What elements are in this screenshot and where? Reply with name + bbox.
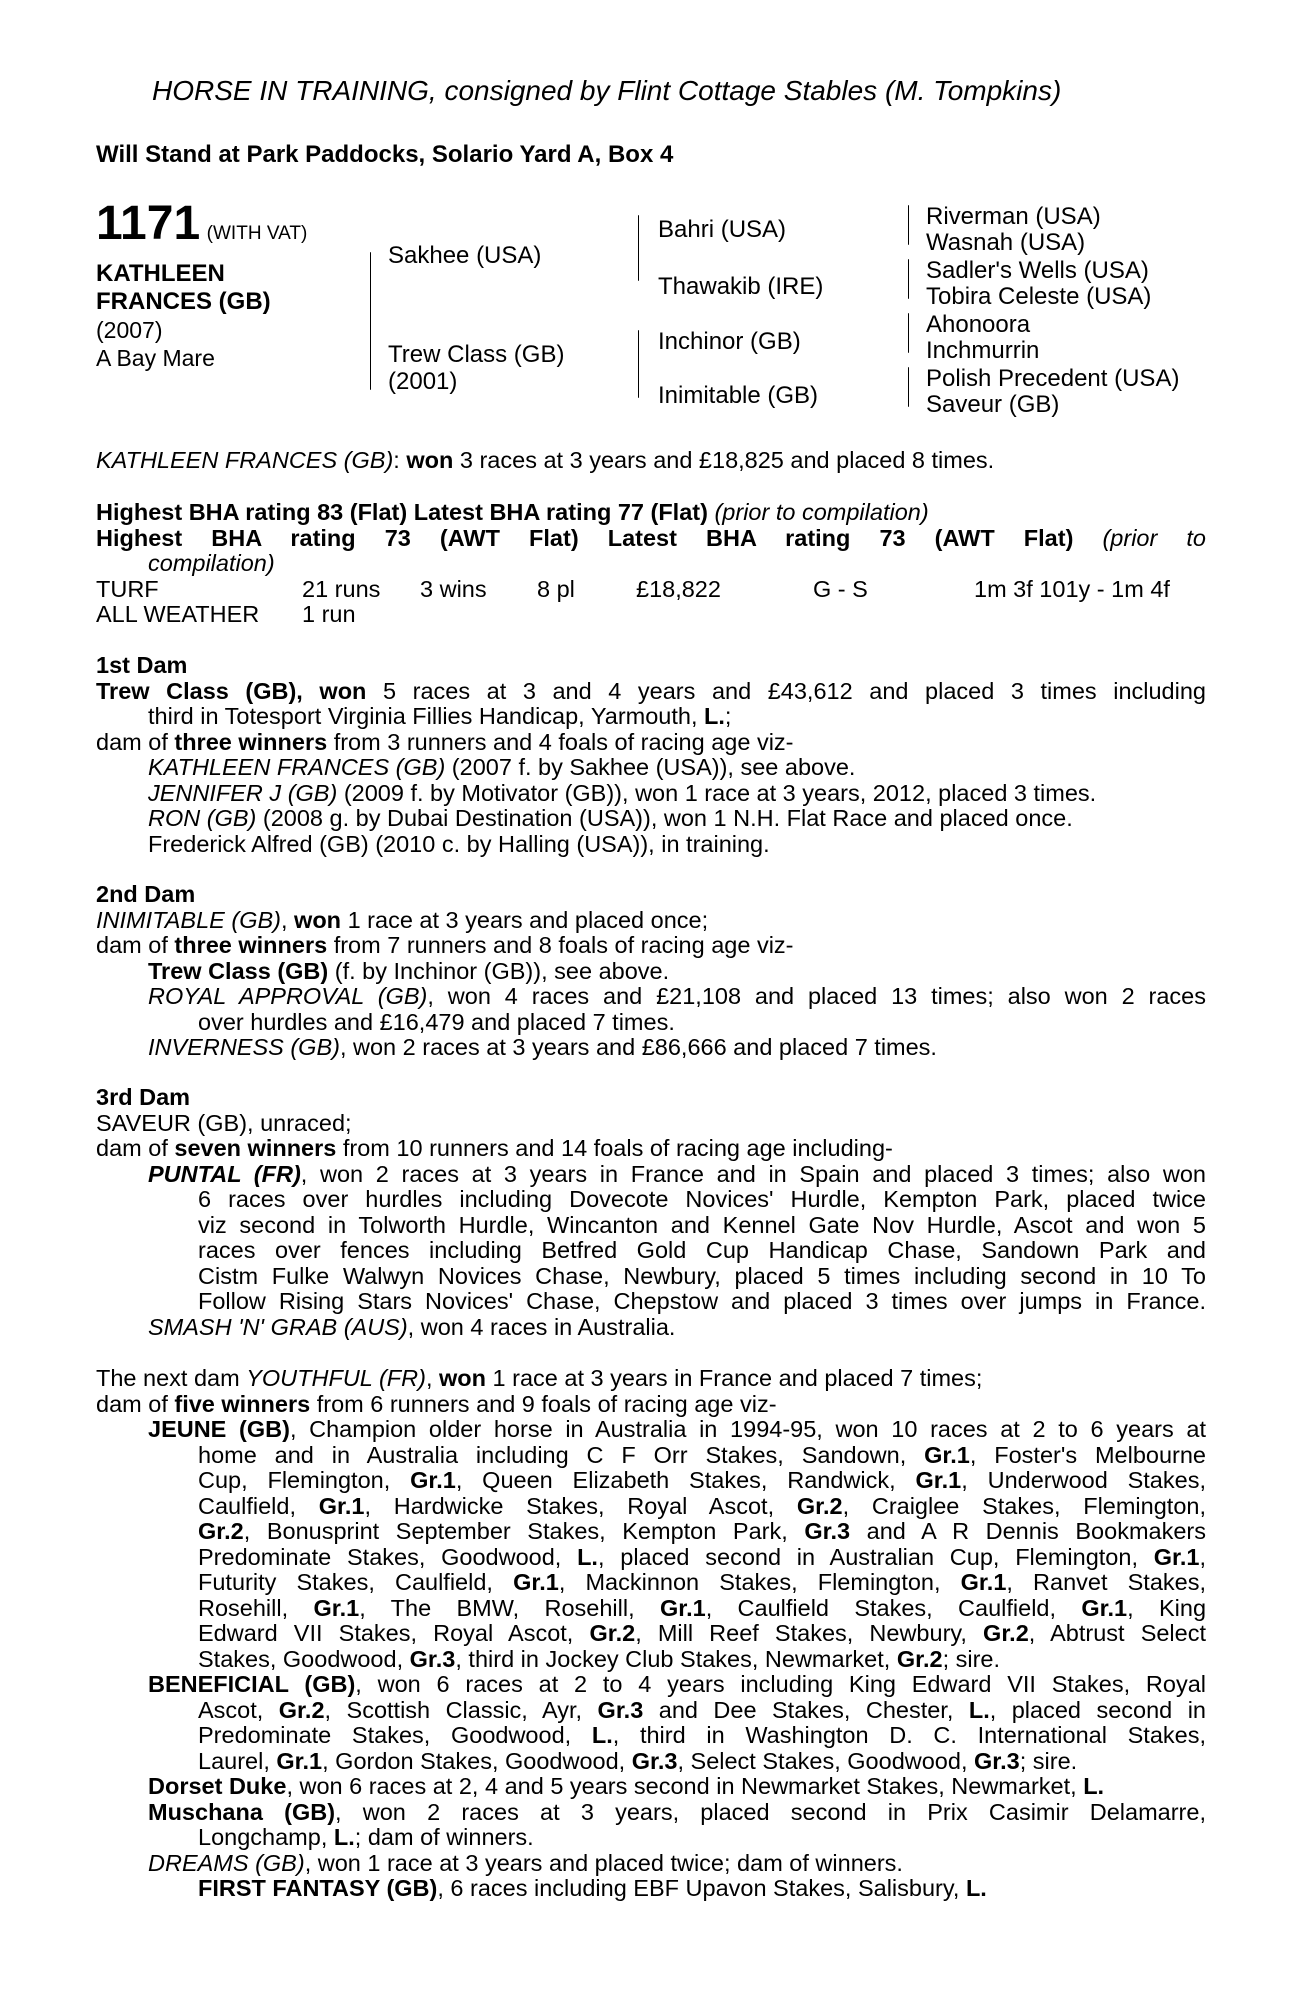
turf-earnings: £18,822 [636,575,721,602]
rating-awt-line [96,526,1206,552]
progeny-continuation [96,1494,1206,1520]
grade: Gr.1 [924,1441,970,1468]
won: won [294,906,342,933]
grade: L. [333,1824,355,1850]
progeny-continuation: 6 races over hurdles including Dovecote Novices' Hurdle, Kempton Park, placed twice [198,1186,1206,1212]
next-dam-line2 [96,1392,1206,1418]
summary-horse-name: KATHLEEN FRANCES (GB) [96,447,394,473]
grade: Gr.2 [278,1696,325,1723]
progeny-name: BENEFICIAL (GB) [148,1671,356,1697]
text: 1 race at 3 years in France and placed 7 times; [486,1365,983,1391]
turf-label: TURF [96,575,159,602]
first-dam-heading: 1st Dam [96,652,188,678]
pedigree-brace [908,205,909,245]
grand-progeny-entry [96,1876,1206,1902]
won: won [439,1365,487,1391]
grade: Gr.3 [804,1518,851,1544]
grade: Gr.1 [313,1594,360,1621]
text: , Bonusprint September Stakes, Kempton Park, [243,1518,805,1544]
winners-count: three winners [174,932,328,958]
progeny-entry [96,959,1206,985]
pedigree-brace [638,330,639,398]
progeny-text: (2008 g. by Dubai Destination (USA)), won 1 N.H. Flat Race and placed once. [256,805,1073,831]
aw-runs: 1 run [302,601,356,627]
progeny-entry [96,1035,1206,1061]
pedigree-g7: Polish Precedent (USA) [926,365,1180,392]
grade: Gr.1 [318,1492,365,1519]
text: , placed second in Australian Cup, Flemington, [597,1543,1154,1570]
pedigree-dam-dam: Inimitable (GB) [658,382,819,409]
progeny-text: , won 4 races and £21,108 and placed 13 times; also won 2 races [427,983,1206,1009]
third-dam-section [96,1085,1206,1340]
grade: L. [577,1543,598,1570]
pedigree-g8: Saveur (GB) [926,391,1060,418]
text: , Abtrust Select [1028,1620,1207,1646]
text: ; sire. [1019,1747,1078,1774]
pedigree-brace [908,367,909,407]
rating-awt-note: (prior to [1102,524,1206,551]
third-dam-heading: 3rd Dam [96,1084,191,1110]
pedigree-brace [638,215,639,281]
text: Caulfield, [198,1492,319,1519]
pedigree-g4: Tobira Celeste (USA) [926,283,1152,310]
summary-text: 3 races at 3 years and £18,825 and placed 8 times. [459,447,995,473]
grade: Gr.1 [960,1569,1007,1595]
grade: Gr.3 [974,1747,1020,1774]
text: , Scottish Classic, Ayr, [324,1696,598,1723]
text: , Select Stakes, Goodwood, [677,1747,974,1774]
progeny-name: Muschana (GB) [148,1798,336,1825]
grade: L. [591,1722,613,1748]
text: Rosehill, [198,1594,314,1621]
pedigree-brace [908,313,909,353]
grade: L. [704,703,725,729]
progeny-continuation [96,1698,1206,1724]
text: dam of [96,1390,175,1417]
race-summary: KATHLEEN FRANCES (GB): won 3 races at 3 years and £18,825 and placed 8 times. [96,447,995,473]
progeny-entry [96,1162,1206,1188]
text: , Queen Elizabeth Stakes, Randwick, [455,1467,916,1493]
rating-awt-note-cont: compilation) [148,550,275,576]
turf-record [96,577,1206,603]
first-dam-name: Trew Class (GB), won [96,677,367,704]
progeny-continuation: races over fences including Betfred Gold Cup Handicap Chase, Sandown Park and [198,1237,1206,1263]
horse-year: (2007) [96,317,163,343]
grade: Gr.3 [631,1747,678,1774]
text: 1 race at 3 years and placed once; [341,906,709,933]
text: Predominate Stakes, Goodwood, [198,1543,578,1570]
pedigree-block [96,197,1206,430]
grade: Gr.1 [915,1467,962,1493]
progeny-entry [96,1800,1206,1826]
text: , [425,1365,440,1391]
text: , third in Washington D. C. International Stakes, [612,1722,1206,1748]
text: , won 2 races at 3 years, placed second in Prix Casimir Delamarre, [335,1798,1206,1825]
turf-placed: 8 pl [537,575,575,602]
text: , placed second in [989,1696,1206,1723]
grade: Gr.1 [659,1594,706,1621]
text: , [280,906,295,933]
vat-note: (WITH VAT) [206,223,308,244]
progeny-name: SMASH 'N' GRAB (AUS) [148,1313,408,1340]
text: home and in Australia including C F Orr Stakes, Sandown, [198,1441,925,1468]
horse-name-line1: KATHLEEN [96,260,225,287]
pedigree-brace [370,252,371,390]
turf-distance: 1m 3f 101y - 1m 4f [974,575,1170,602]
next-dam-section [96,1366,1206,1902]
all-weather-record [96,602,1206,628]
text: ; [724,703,732,729]
horse-description: A Bay Mare [96,345,215,371]
progeny-continuation [96,1468,1206,1494]
progeny-continuation [96,1596,1206,1622]
progeny-entry [96,984,1206,1010]
pedigree-sire: Sakhee (USA) [388,242,542,269]
progeny-continuation [96,1443,1206,1469]
third-dam-line1: SAVEUR (GB), unraced; [96,1109,352,1136]
pedigree-g1: Riverman (USA) [926,203,1101,230]
text: from 10 runners and 14 foals of racing age including- [336,1135,893,1161]
progeny-continuation [96,1570,1206,1596]
text: , Caulfield Stakes, Caulfield, [705,1594,1082,1621]
pedigree-g2: Wasnah (USA) [926,229,1086,256]
text: from 3 runners and 4 foals of racing age viz- [327,728,794,755]
pedigree-g6: Inchmurrin [926,337,1040,364]
progeny-entry [96,1672,1206,1698]
winners-count: three winners [174,728,328,755]
progeny-entry [96,781,1206,807]
grade: Gr.2 [589,1620,636,1646]
turf-wins: 3 wins [420,575,487,602]
progeny-name: DREAMS (GB) [148,1849,305,1876]
rating-flat: Highest BHA rating 83 (Flat) Latest BHA rating 77 (Flat) [96,499,708,525]
dam-name: INIMITABLE (GB) [96,906,281,933]
progeny-name: INVERNESS (GB) [148,1034,340,1060]
progeny-entry [96,806,1206,832]
grade: L. [968,1696,990,1723]
text: Longchamp, [198,1824,334,1850]
stand-location: Will Stand at Park Paddocks, Solario Yard A, Box 4 [96,141,674,168]
turf-runs: 21 runs [302,575,381,602]
text: from 7 runners and 8 foals of racing age viz- [327,932,794,958]
progeny-name: Trew Class (GB) [148,957,329,984]
text: Laurel, [198,1747,277,1774]
progeny-text: , won 2 races at 3 years and £86,666 and placed 7 times. [339,1034,937,1060]
progeny-continuation: Follow Rising Stars Novices' Chase, Chepstow and placed 3 times over jumps in France. [198,1288,1206,1314]
pedigree-g5: Ahonoora [926,311,1031,338]
progeny-entry [96,1774,1206,1800]
second-dam-section [96,882,1206,1061]
text: , 6 races including EBF Upavon Stakes, Salisbury, [437,1875,966,1901]
text: , Foster's Melbourne [969,1441,1207,1468]
text: , Hardwicke Stakes, Royal Ascot, [364,1492,797,1519]
text: , won 6 races at 2, 4 and 5 years second in Newmarket Stakes, Newmarket, [286,1773,1084,1799]
text: , Mill Reef Stakes, Newbury, [635,1620,984,1646]
grade: L. [965,1875,987,1901]
progeny-text: (2009 f. by Motivator (GB)), won 1 race at 3 years, 2012, placed 3 times. [337,779,1097,806]
text: and A R Dennis Bookmakers [850,1518,1206,1544]
text: Predominate Stakes, Goodwood, [198,1722,592,1748]
pedigree-sire-sire: Bahri (USA) [658,216,787,243]
text: , won 1 race at 3 years and placed twice; dam of winners. [304,1849,903,1876]
progeny-continuation: over hurdles and £16,479 and placed 7 times. [198,1008,675,1035]
page-title: HORSE IN TRAINING, consigned by Flint Cottage Stables (M. Tompkins) [152,75,1062,106]
lot-heading [96,197,308,250]
horse-name [96,260,271,372]
text: , The BMW, Rosehill, [359,1594,660,1621]
grade: Gr.2 [983,1620,1029,1646]
text: Edward VII Stakes, Royal Ascot, [198,1620,590,1646]
progeny-continuation [96,1723,1206,1749]
pedigree-brace [908,259,909,299]
progeny-entry [96,1851,1206,1877]
progeny-text: , won 4 races in Australia. [407,1313,676,1340]
progeny-name: RON (GB) [148,805,257,831]
text: Stakes, Goodwood, [198,1645,410,1672]
lot-number: 1171 [96,197,201,250]
progeny-continuation [96,1825,1206,1851]
third-dam-line2 [96,1136,1206,1162]
pedigree-dam-year: (2001) [388,368,458,395]
summary-won: won [406,447,454,473]
progeny-continuation [96,1621,1206,1647]
first-dam-section [96,653,1206,857]
grade: Gr.1 [1081,1594,1128,1621]
text: ; dam of winners. [354,1824,534,1850]
winners-count: five winners [174,1390,311,1417]
text: , Ranvet Stakes, [1006,1569,1207,1595]
aw-label: ALL WEATHER [96,601,260,627]
text: , third in Jockey Club Stakes, Newmarket, [455,1645,897,1672]
winners-count: seven winners [174,1135,337,1161]
grade: L. [1083,1773,1105,1799]
progeny-name: FIRST FANTASY (GB) [198,1875,438,1901]
progeny-continuation [96,1519,1206,1545]
grade: Gr.3 [409,1645,456,1672]
first-dam-line2 [96,704,1206,730]
dam-name: YOUTHFUL (FR) [246,1365,426,1391]
progeny-entry [96,1315,1206,1341]
text: , Gordon Stakes, Goodwood, [322,1747,632,1774]
text: , won 6 races at 2 to 4 years including King Edward VII Stakes, Royal [355,1671,1206,1697]
second-dam-line1 [96,908,1206,934]
progeny-name: PUNTAL (FR) [148,1160,301,1187]
first-dam-line3 [96,730,1206,756]
progeny-continuation [96,1647,1206,1673]
rating-awt: Highest BHA rating 73 (AWT Flat) Latest BHA rating 73 (AWT Flat) [96,524,1074,551]
progeny-name: JENNIFER J (GB) [148,779,338,806]
pedigree-dam: Trew Class (GB) [388,341,565,368]
progeny-text: (f. by Inchinor (GB)), see above. [328,957,670,984]
progeny-continuation: Cistm Fulke Walwyn Novices Chase, Newbury, placed 5 times including second in 10 To [198,1262,1206,1289]
text: , [1199,1543,1206,1570]
grade: Gr.2 [796,1492,843,1519]
text: The next dam [96,1365,247,1391]
grade: Gr.1 [276,1747,323,1774]
progeny-continuation: viz second in Tolworth Hurdle, Wincanton and Kennel Gate Nov Hurdle, Ascot and won 5 [198,1211,1206,1238]
text: dam of [96,932,175,958]
progeny-name: ROYAL APPROVAL (GB) [148,983,428,1009]
pedigree-dam-sire: Inchinor (GB) [658,328,801,355]
rating-flat-note: (prior to compilation) [714,499,929,525]
text: ; sire. [942,1645,1001,1672]
first-dam-line1 [96,679,1206,705]
progeny-text: , won 2 races at 3 years in France and in Spain and placed 3 times; also won [300,1160,1206,1187]
text: Ascot, [198,1696,279,1723]
text: , King [1127,1594,1207,1621]
text: dam of [96,728,175,755]
progeny-name: JEUNE (GB) [148,1416,290,1442]
turf-going: G - S [813,575,868,602]
progeny-continuation [96,1545,1206,1571]
text: from 6 runners and 9 foals of racing age viz- [310,1390,777,1417]
horse-name-line2: FRANCES (GB) [96,288,271,315]
progeny-entry: Frederick Alfred (GB) (2010 c. by Halling (USA)), in training. [148,830,770,857]
pedigree-g3: Sadler's Wells (USA) [926,257,1149,284]
text: and Dee Stakes, Chester, [643,1696,969,1723]
progeny-continuation [96,1749,1206,1775]
progeny-name: KATHLEEN FRANCES (GB) [148,754,446,780]
text: , Craiglee Stakes, Flemington, [842,1492,1206,1519]
second-dam-line2 [96,933,1206,959]
first-dam-text: 5 races at 3 and 4 years and £43,612 and placed 3 times including [366,677,1206,704]
next-dam-line1 [96,1366,1206,1392]
second-dam-heading: 2nd Dam [96,881,196,907]
progeny-entry [96,755,1206,781]
grade: Gr.1 [1153,1543,1200,1570]
progeny-name: Dorset Duke [148,1773,287,1799]
grade: Gr.3 [597,1696,644,1723]
text: , Champion older horse in Australia in 1994-95, won 10 races at 2 to 6 years at [289,1416,1206,1442]
text: , Mackinnon Stakes, Flemington, [558,1569,961,1595]
text: third in Totesport Virginia Fillies Handicap, Yarmouth, [148,703,705,729]
text: dam of [96,1135,175,1161]
ratings-block [96,500,1206,628]
pedigree-sire-dam: Thawakib (IRE) [658,273,824,300]
grade: Gr.2 [198,1518,244,1544]
text: , Underwood Stakes, [961,1467,1206,1493]
text: Futurity Stakes, Caulfield, [198,1569,514,1595]
grade: Gr.2 [896,1645,943,1672]
progeny-text: (2007 f. by Sakhee (USA)), see above. [445,754,856,780]
grade: Gr.1 [513,1569,559,1595]
grade: Gr.1 [410,1467,456,1493]
progeny-entry [96,1417,1206,1443]
text: Cup, Flemington, [198,1467,411,1493]
